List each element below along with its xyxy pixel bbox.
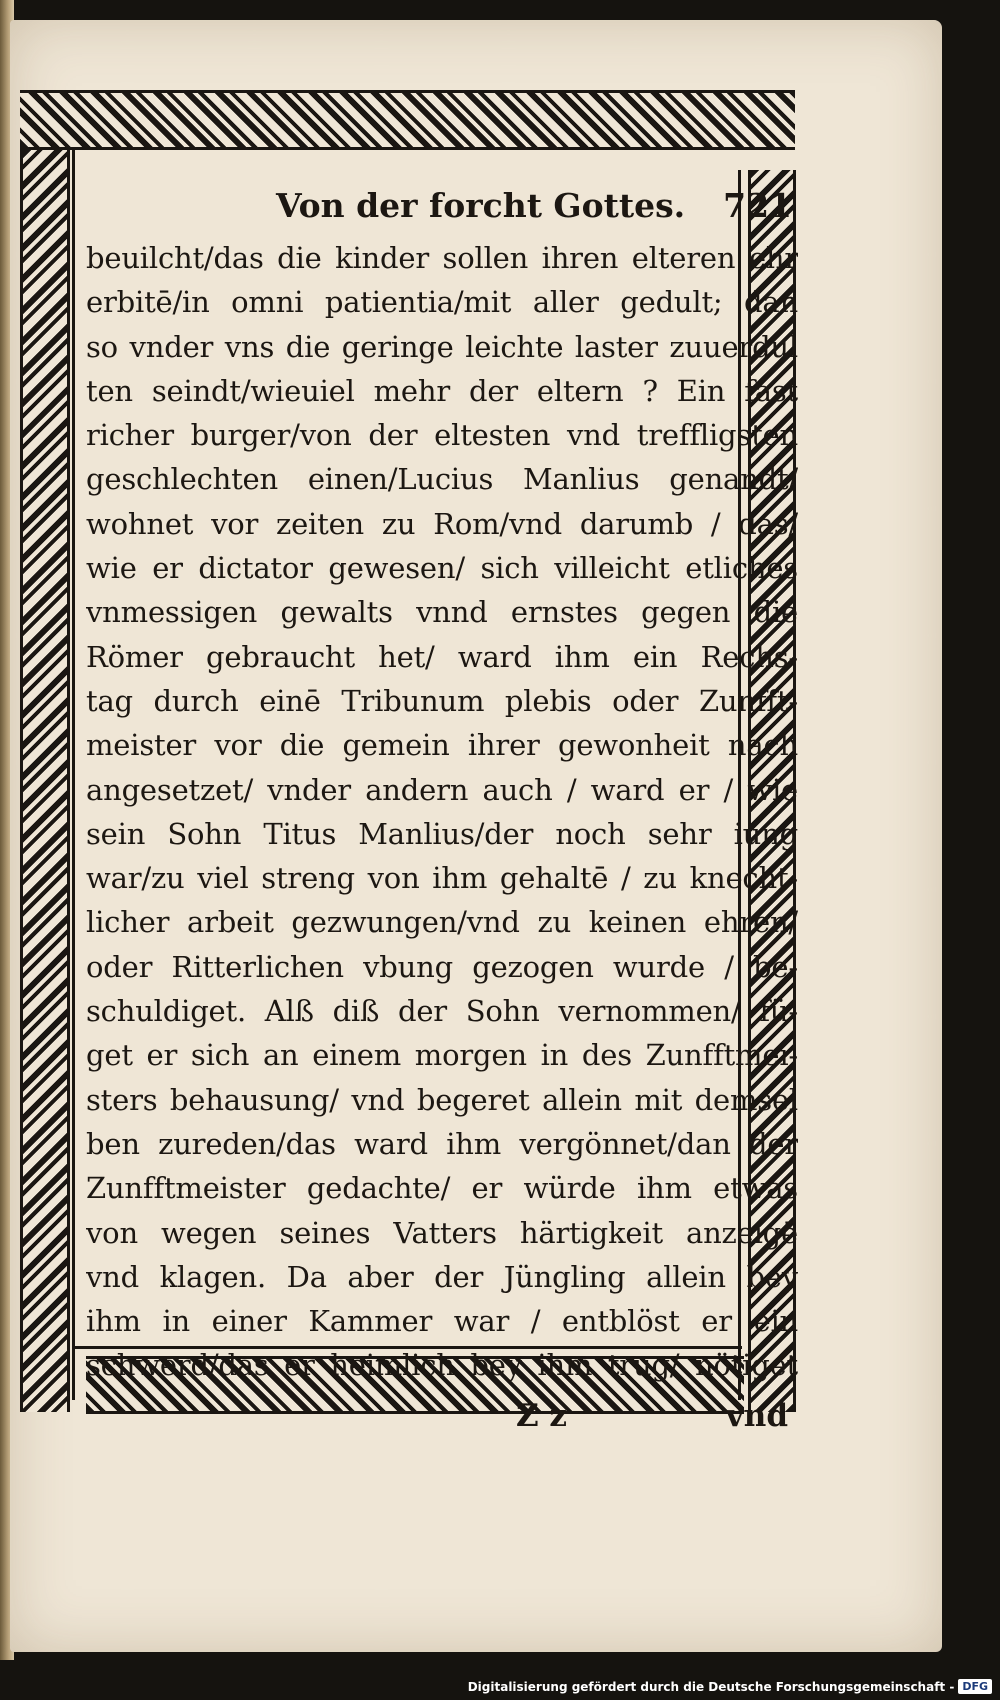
text-line: sters behausung/ vnd begeret allein mit demsel [86,1082,798,1117]
text-line: erbitē/in omni patientia/mit aller gedult; dan [86,285,798,320]
text-line: richer burger/von der eltesten vnd treffligsten [86,418,798,453]
text-line: wie er dictator gewesen/ sich villeicht etliches [86,551,798,586]
text-line: tag durch einē Tribunum plebis oder Zunfft- [86,683,798,718]
page-number: 721 [723,186,792,225]
text-line: ten seindt/wieuiel mehr der eltern ? Ein fast [86,373,798,408]
running-header [86,186,798,236]
text-line: meister vor die gemein ihrer gewonheit nach [86,728,798,763]
catchword: vnd [725,1398,788,1434]
text-line: so vnder vns die geringe leichte laster zuuerdul [86,329,798,364]
text-line: vnmessigen gewalts vnnd ernstes gegen die [86,595,798,630]
top-ornament-border [20,90,795,150]
body-text [86,236,798,1388]
text-line: ben zureden/das ward ihm vergönnet/dan der [86,1126,798,1161]
signature-mark: Z z [516,1398,568,1434]
left-ornament-border [20,150,70,1412]
text-line: vnd klagen. Da aber der Jüngling allein bey [86,1259,798,1294]
text-line: Zunfftmeister gedachte/ er würde ihm etwas [86,1171,798,1206]
text-line: war/zu viel streng von ihm gehaltē / zu knecht- [86,861,798,896]
left-inner-rule [72,150,75,1400]
text-line: angesetzet/ vnder andern auch / ward er / wie [86,772,798,807]
text-line: beuilcht/das die kinder sollen ihren elteren ehr [86,241,798,275]
page-footer [86,1398,798,1448]
text-line: sein Sohn Titus Manlius/der noch sehr iung [86,816,798,851]
text-line: von wegen seines Vatters härtigkeit anzeigē [86,1215,798,1250]
text-line: schwerd/das er heimlich bey ihm trug/ nötiget [86,1348,798,1383]
text-line: oder Ritterlichen vbung gezogen wurde / be- [86,949,798,984]
running-head-title: Von der forcht Gottes. [276,186,686,225]
text-line: get er sich an einem morgen in des Zunfftmei- [86,1038,798,1073]
text-line: schuldiget. Alß diß der Sohn vernommen/ fü- [86,994,798,1029]
digitization-credit [468,1679,992,1694]
text-line: ihm in einer Kammer war / entblöst er ein [86,1304,798,1339]
text-line: licher arbeit gezwungen/vnd zu keinen ehren/ [86,905,798,940]
page-text-block [86,186,798,1388]
dfg-logo: DFG [958,1679,992,1694]
text-line: Römer gebraucht het/ ward ihm ein Rechs- [86,639,798,674]
credit-text: Digitalisierung gefördert durch die Deutsche Forschungsgemeinschaft - [467,1679,955,1694]
text-line: wohnet vor zeiten zu Rom/vnd darumb / das/ [86,506,798,541]
text-line: geschlechten einen/Lucius Manlius genandt/ [86,462,798,497]
